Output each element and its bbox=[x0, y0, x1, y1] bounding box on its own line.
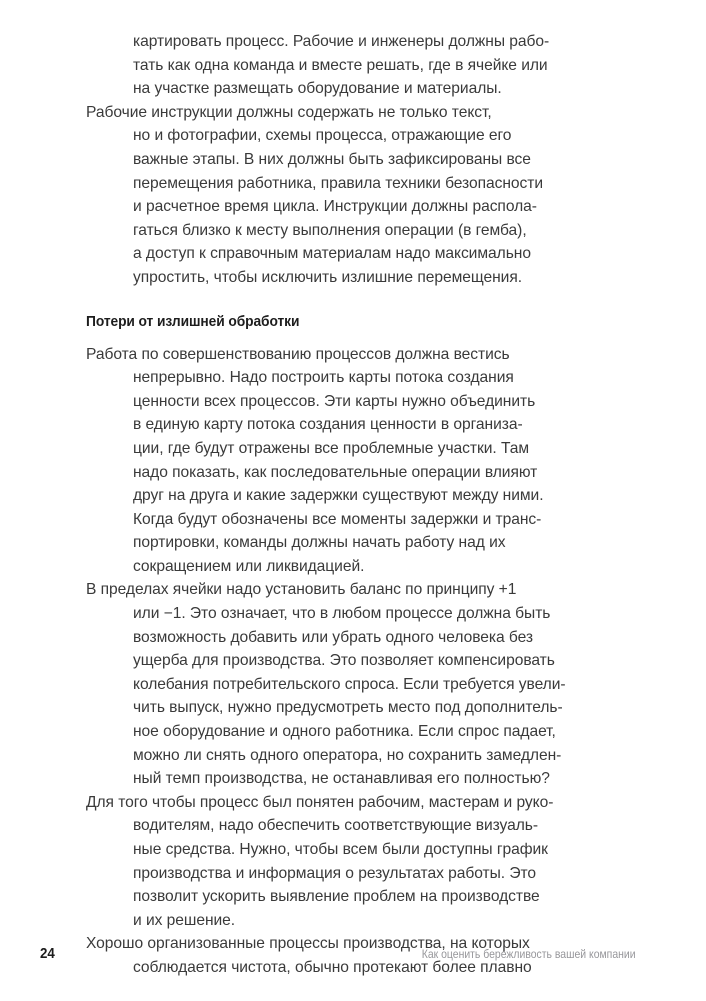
text-line: непрерывно. Надо построить карты потока создания bbox=[133, 369, 514, 387]
text-line: картировать процесс. Рабочие и инженеры должны рабо- bbox=[133, 33, 550, 50]
text-line: позволит ускорить выявление проблем на производстве bbox=[133, 888, 540, 906]
paragraph-continued-mapping bbox=[86, 30, 606, 101]
text-line: можно ли снять одного оператора, но сохранить замедлен- bbox=[133, 746, 562, 764]
text-line: Рабочие инструкции должны содержать не только текст, bbox=[86, 103, 492, 121]
text-line: и расчетное время цикла. Инструкции должны распола- bbox=[133, 198, 537, 216]
text-line: колебания потребительского спроса. Если требуется увели- bbox=[133, 675, 566, 693]
paragraph-work-instructions bbox=[86, 101, 606, 290]
text-line: возможность добавить или убрать одного человека без bbox=[133, 628, 533, 646]
text-line: Для того чтобы процесс был понятен рабочим, мастерам и руко- bbox=[86, 793, 554, 811]
page-number: 24 bbox=[40, 946, 55, 962]
text-line: ущерба для производства. Это позволяет компенсировать bbox=[133, 652, 555, 670]
text-line: ное оборудование и одного работника. Если спрос падает, bbox=[133, 723, 556, 741]
running-head: Как оценить бережливость вашей компании bbox=[422, 948, 636, 961]
text-line: производства и информация о результатах работы. Это bbox=[133, 864, 537, 882]
text-line: Хорошо организованные процессы производства, на которых bbox=[86, 935, 530, 953]
paragraph-process-improvement bbox=[86, 343, 606, 579]
page-text-column bbox=[86, 30, 606, 980]
text-line: надо показать, как последовательные операции влияют bbox=[133, 463, 538, 481]
text-line: гаться близко к месту выполнения операции (в гемба), bbox=[133, 221, 527, 239]
section-heading-overprocessing: Потери от излишней обработки bbox=[86, 312, 300, 330]
paragraph-plus-minus-one-balance bbox=[86, 578, 606, 790]
text-line: на участке размещать оборудование и материалы. bbox=[133, 80, 502, 98]
paragraph-visual-management bbox=[86, 791, 606, 933]
text-line: и их решение. bbox=[133, 911, 236, 929]
text-line: ции, где будут отражены все проблемные участки. Там bbox=[133, 439, 530, 457]
text-line: сокращением или ликвидацией. bbox=[133, 557, 365, 575]
text-line: ные средства. Нужно, чтобы всем были доступны график bbox=[133, 841, 548, 858]
heading-spacer-below bbox=[86, 332, 606, 343]
text-line: ный темп производства, не останавливая его полностью? bbox=[133, 770, 550, 788]
text-line: соблюдается чистота, обычно протекают более плавно bbox=[133, 958, 532, 976]
text-line: Работа по совершенствованию процессов должна вестись bbox=[86, 345, 510, 363]
text-line: друг на друга и какие задержки существуют между ними. bbox=[133, 487, 544, 505]
page-footer bbox=[0, 944, 706, 970]
text-line: перемещения работника, правила техники безопасности bbox=[133, 174, 544, 192]
text-line: тать как одна команда и вместе решать, где в ячейке или bbox=[133, 56, 548, 74]
heading-spacer-above bbox=[86, 290, 606, 312]
text-line: упростить, чтобы исключить излишние перемещения. bbox=[133, 268, 523, 286]
text-line: В пределах ячейки надо установить баланс по принципу +1 bbox=[86, 581, 517, 599]
text-line: ценности всех процессов. Эти карты нужно объединить bbox=[133, 392, 536, 410]
text-line: или −1. Это означает, что в любом процессе должна быть bbox=[133, 605, 551, 623]
text-line: Когда будут обозначены все моменты задержки и транс- bbox=[133, 510, 542, 528]
text-line: водителям, надо обеспечить соответствующие визуаль- bbox=[133, 817, 539, 835]
text-line: портировки, команды должны начать работу над их bbox=[133, 534, 506, 552]
text-line: а доступ к справочным материалам надо максимально bbox=[133, 245, 531, 263]
text-line: важные этапы. В них должны быть зафиксированы все bbox=[133, 150, 531, 168]
text-line: чить выпуск, нужно предусмотреть место под дополнитель- bbox=[133, 699, 563, 717]
text-line: но и фотографии, схемы процесса, отражающие его bbox=[133, 127, 512, 145]
text-line: в единую карту потока создания ценности в организа- bbox=[133, 416, 523, 434]
